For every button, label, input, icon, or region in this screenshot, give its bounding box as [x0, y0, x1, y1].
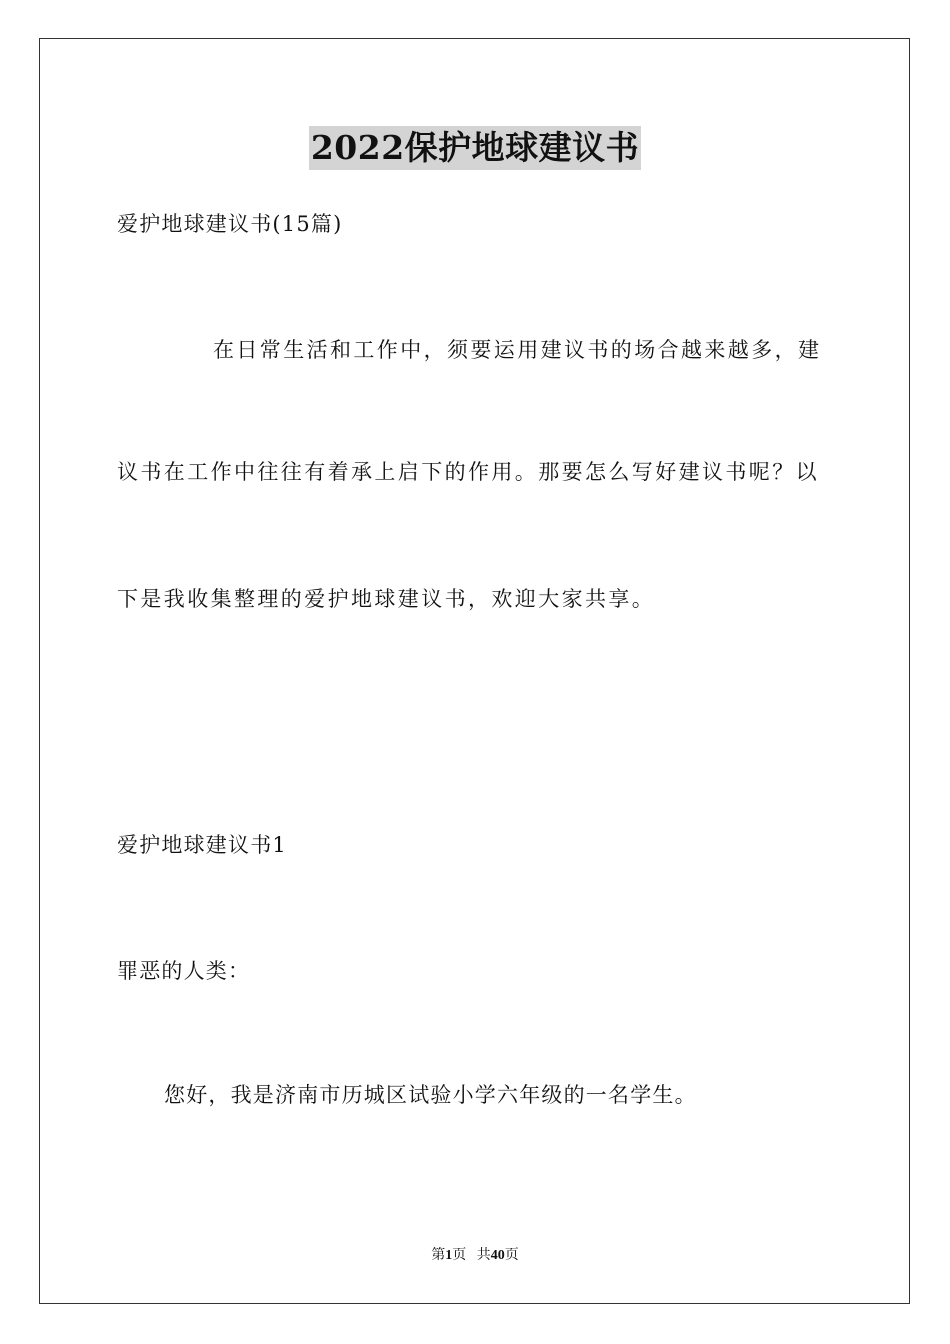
letter-salutation: 罪恶的人类：: [117, 959, 251, 983]
intro-paragraph-line-1: 在日常生活和工作中，须要运用建议书的场合越来越多，建: [213, 338, 822, 362]
section-heading: 爱护地球建议书1: [117, 833, 287, 857]
page-footer: [0, 1246, 950, 1266]
footer-total-pages: 40: [490, 1248, 505, 1263]
footer-page-mid: 页 共: [452, 1248, 491, 1263]
document-title-text: 2022保护地球建议书: [309, 126, 641, 170]
intro-paragraph-line-3: 下是我收集整理的爱护地球建议书，欢迎大家共享。: [117, 587, 656, 611]
document-title: [0, 124, 950, 172]
document-subtitle: 爱护地球建议书(15篇): [117, 212, 343, 236]
footer-page-prefix: 第: [431, 1248, 446, 1263]
footer-page-suffix: 页: [504, 1248, 519, 1263]
intro-paragraph-line-2: 议书在工作中往往有着承上启下的作用。那要怎么写好建议书呢？以: [117, 460, 819, 484]
letter-body-line: 您好，我是济南市历城区试验小学六年级的一名学生。: [164, 1083, 697, 1107]
footer-page-number: 1: [445, 1248, 453, 1263]
